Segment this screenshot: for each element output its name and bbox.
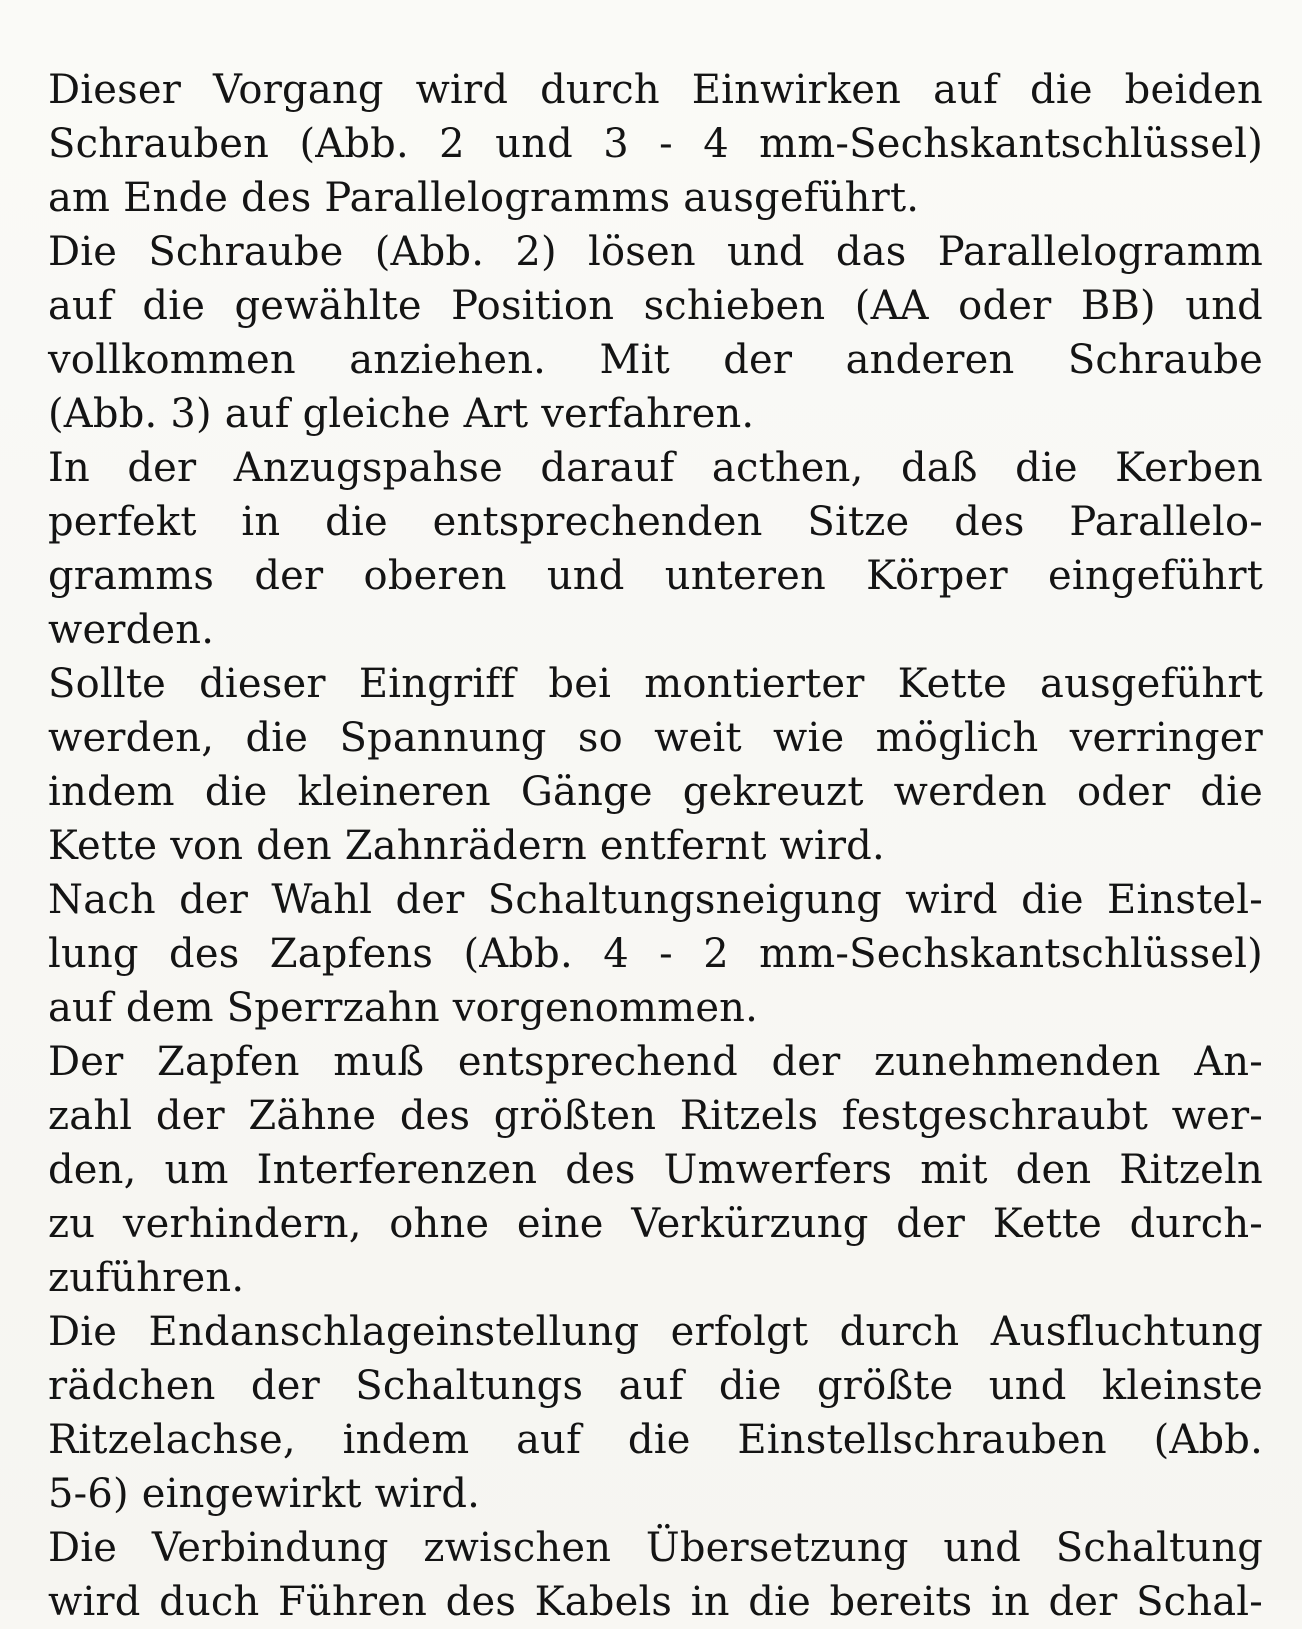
text-line: werden, die Spannung so weit wie möglich verringer xyxy=(48,715,1263,761)
text-line: Die Verbindung zwischen Übersetzung und Schaltung xyxy=(48,1525,1263,1571)
text-line: Der Zapfen muß entsprechend der zunehmenden An- xyxy=(48,1039,1263,1085)
text-line: Die Schraube (Abb. 2) lösen und das Parallelogramm xyxy=(48,229,1263,275)
text-line: wird duch Führen des Kabels in die bereits in der Schal- xyxy=(48,1579,1263,1625)
text-line: Kette von den Zahnrädern entfernt wird. xyxy=(48,823,885,869)
text-line: zu verhindern, ohne eine Verkürzung der Kette durch- xyxy=(48,1201,1263,1247)
text-line: lung des Zapfens (Abb. 4 - 2 mm-Sechskantschlüssel) xyxy=(48,931,1263,977)
text-line: Ritzelachse, indem auf die Einstellschrauben (Abb. xyxy=(48,1417,1263,1463)
text-line: rädchen der Schaltungs auf die größte und kleinste xyxy=(48,1363,1263,1409)
text-line: werden. xyxy=(48,607,215,653)
text-line: vollkommen anziehen. Mit der anderen Schraube xyxy=(48,337,1263,383)
text-line: Nach der Wahl der Schaltungsneigung wird die Einstel- xyxy=(48,877,1263,923)
text-line: zahl der Zähne des größten Ritzels festgeschraubt wer- xyxy=(48,1093,1263,1139)
text-line: Schrauben (Abb. 2 und 3 - 4 mm-Sechskantschlüssel) xyxy=(48,121,1263,167)
text-line: am Ende des Parallelogramms ausgeführt. xyxy=(48,175,920,221)
text-line: den, um Interferenzen des Umwerfers mit den Ritzeln xyxy=(48,1147,1263,1193)
text-line: Die Endanschlageinstellung erfolgt durch Ausfluchtung xyxy=(48,1309,1263,1355)
text-line: indem die kleineren Gänge gekreuzt werden oder die xyxy=(48,769,1263,815)
text-line: In der Anzugspahse darauf acthen, daß die Kerben xyxy=(48,445,1263,491)
text-line: auf dem Sperrzahn vorgenommen. xyxy=(48,985,759,1031)
text-line: auf die gewählte Position schieben (AA oder BB) und xyxy=(48,283,1263,329)
text-line: perfekt in die entsprechenden Sitze des Parallelo- xyxy=(48,499,1263,545)
text-line: (Abb. 3) auf gleiche Art verfahren. xyxy=(48,391,755,437)
text-line: gramms der oberen und unteren Körper eingeführt xyxy=(48,553,1263,599)
text-line: Sollte dieser Eingriff bei montierter Kette ausgeführt xyxy=(48,661,1263,707)
text-line: zuführen. xyxy=(48,1255,245,1301)
text-line: Dieser Vorgang wird durch Einwirken auf die beiden xyxy=(48,67,1263,113)
text-line: 5-6) eingewirkt wird. xyxy=(48,1471,481,1517)
